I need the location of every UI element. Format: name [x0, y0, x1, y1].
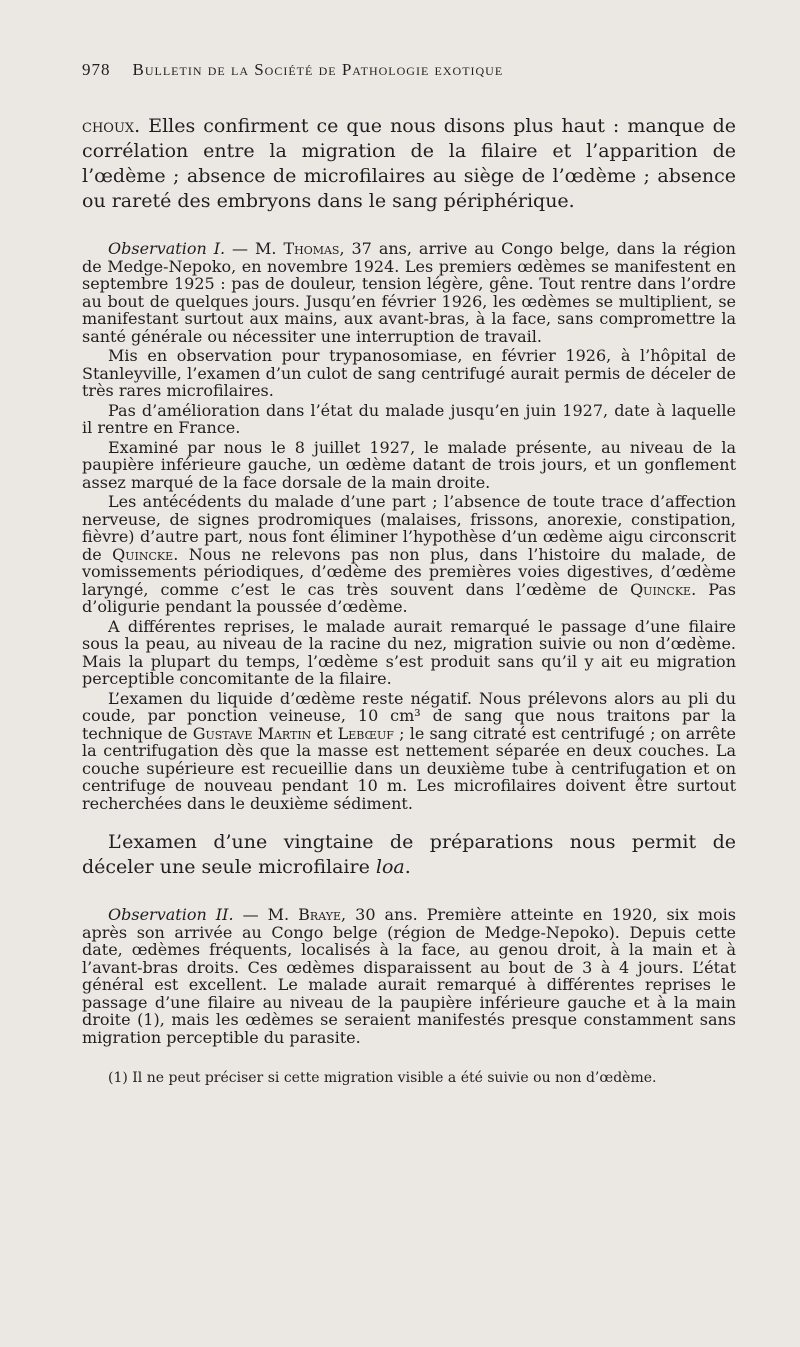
obs1-paragraph-7: [82, 690, 736, 813]
running-header: [82, 60, 736, 80]
author-name: Gustave Martin: [192, 723, 312, 743]
obs1-paragraph-3: Pas d’amélioration dans l’état du malade jusqu’en juin 1927, date à laquelle il rentre en France.: [82, 400, 736, 437]
observation-2-text: , 30 ans. Première atteinte en 1920, six mois après son arrivée au Congo belge (région de Medge-Nepoko). Depuis cette date, œdèmes fréquents, localisés à la face, au genou droit, à la main et à l’avant-bras droits. Ces œdèmes disparaissent au bout de 3 à 4 jours. L’état général est excellent. Le malade aurait remarqué à différentes reprises le passage d’une filaire au niveau de la paupière inférieure gauche et à la main droite (1), mais les œdèmes se seraient manifestés presque constamment sans migration perceptible du parasite.: [82, 905, 736, 1047]
page-number: 978: [82, 60, 111, 79]
observation-2-heading: Observation II.: [108, 905, 234, 924]
observation-1-heading: Observation I.: [108, 239, 226, 258]
dash: — M.: [225, 239, 284, 258]
text-run: . Pas d’oligurie pendant la poussée d’œdème.: [82, 579, 736, 616]
intro-text: Elles confirment ce que nous disons plus haut : manque de corrélation entre la migration de la filaire et l’apparition de l’œdème ; absence de microfilaires au siège de l’œdème ; absence ou rareté des embryons dans le sang périphérique.: [82, 115, 736, 212]
patient-name: Braye: [298, 905, 341, 924]
footnote: (1) Il ne peut préciser si cette migration visible a été suivie ou non d’œdème.: [108, 1070, 657, 1086]
text-run: Les antécédents du malade d’une part ; l’absence de toute trace d’affection nerveuse, de signes prodromiques (malaises, frissons, anorexie, constipation, fièvre) d’autre part, nous font éliminer l’hypothèse d’un œdème aigu circonscrit de: [82, 492, 736, 564]
text-run: ; le sang citraté est centrifugé ; on arrête la centrifugation dès que la masse est nettement séparée en deux couches. La couche supérieure est recueillie dans un deuxième tube à centrifugation et on centrifuge de nouveau pendant 10 m. Les microfilaires doivent être surtout recherchées dans le deuxième sédiment.: [82, 723, 736, 813]
journal-title: Bulletin de la Société de Pathologie exotique: [132, 60, 504, 79]
text-run: L’examen du liquide d’œdème reste négatif. Nous prélevons alors au pli du coude, par ponction veineuse, 10 cm³ de sang que nous traitons par la technique de: [82, 688, 736, 743]
obs1-paragraph-2: Mis en observation pour trypanosomiase, en février 1926, à l’hôpital de Stanleyville, l’examen d’un culot de sang centrifugé aurait permis de déceler de très rares microfilaires.: [82, 346, 736, 400]
observation-1-text: , 37 ans, arrive au Congo belge, dans la région de Medge-Nepoko, en novembre 1924. Les premiers œdèmes se manifestent en septembre 1925 : pas de douleur, tension légère, gêne. Tout rentre dans l’ordre au bout de quelques jours. Jusqu’en février 1926, les œdèmes se multiplient, se manifestant surtout aux mains, aux avant-bras, à la face, sans compromettre la santé générale ou nécessiter une interruption de travail.: [82, 239, 736, 346]
result-text: L’examen d’une vingtaine de préparations nous permit de déceler une seule microfilaire: [82, 831, 736, 878]
result-paragraph: [82, 830, 736, 880]
observation-1-paragraph: [82, 240, 736, 345]
patient-name: Thomas: [283, 239, 340, 258]
text-run: et: [311, 723, 338, 743]
species-name: loa: [375, 856, 405, 878]
author-name: Lebœuf: [337, 723, 394, 743]
intro-lead: choux.: [82, 115, 141, 137]
obs1-paragraph-6: A différentes reprises, le malade aurait remarqué le passage d’une filaire sous la peau, au niveau de la racine du nez, migration suivie ou non d’œdème. Mais la plupart du temps, l’œdème s’est produit sans qu’il y ait eu migration perceptible concomitante de la filaire.: [82, 616, 736, 688]
dash: — M.: [233, 905, 299, 924]
obs1-paragraph-5: [82, 493, 736, 616]
text-run: .: [404, 856, 411, 878]
author-name: Quincke: [630, 579, 692, 599]
observation-2-paragraph: [82, 906, 736, 1046]
author-name: Quincke: [112, 544, 174, 564]
obs1-paragraph-4: Examiné par nous le 8 juillet 1927, le malade présente, au niveau de la paupière inférieure gauche, un œdème datant de trois jours, et un gonflement assez marqué de la face dorsale de la main droite.: [82, 437, 736, 492]
intro-paragraph: [82, 114, 736, 214]
text-run: . Nous ne relevons pas non plus, dans l’histoire du malade, de vomissements périodiques, d’œdème des premières voies digestives, d’œdème laryngé, comme c’est le cas très souvent dans l’œdème de: [82, 544, 737, 599]
